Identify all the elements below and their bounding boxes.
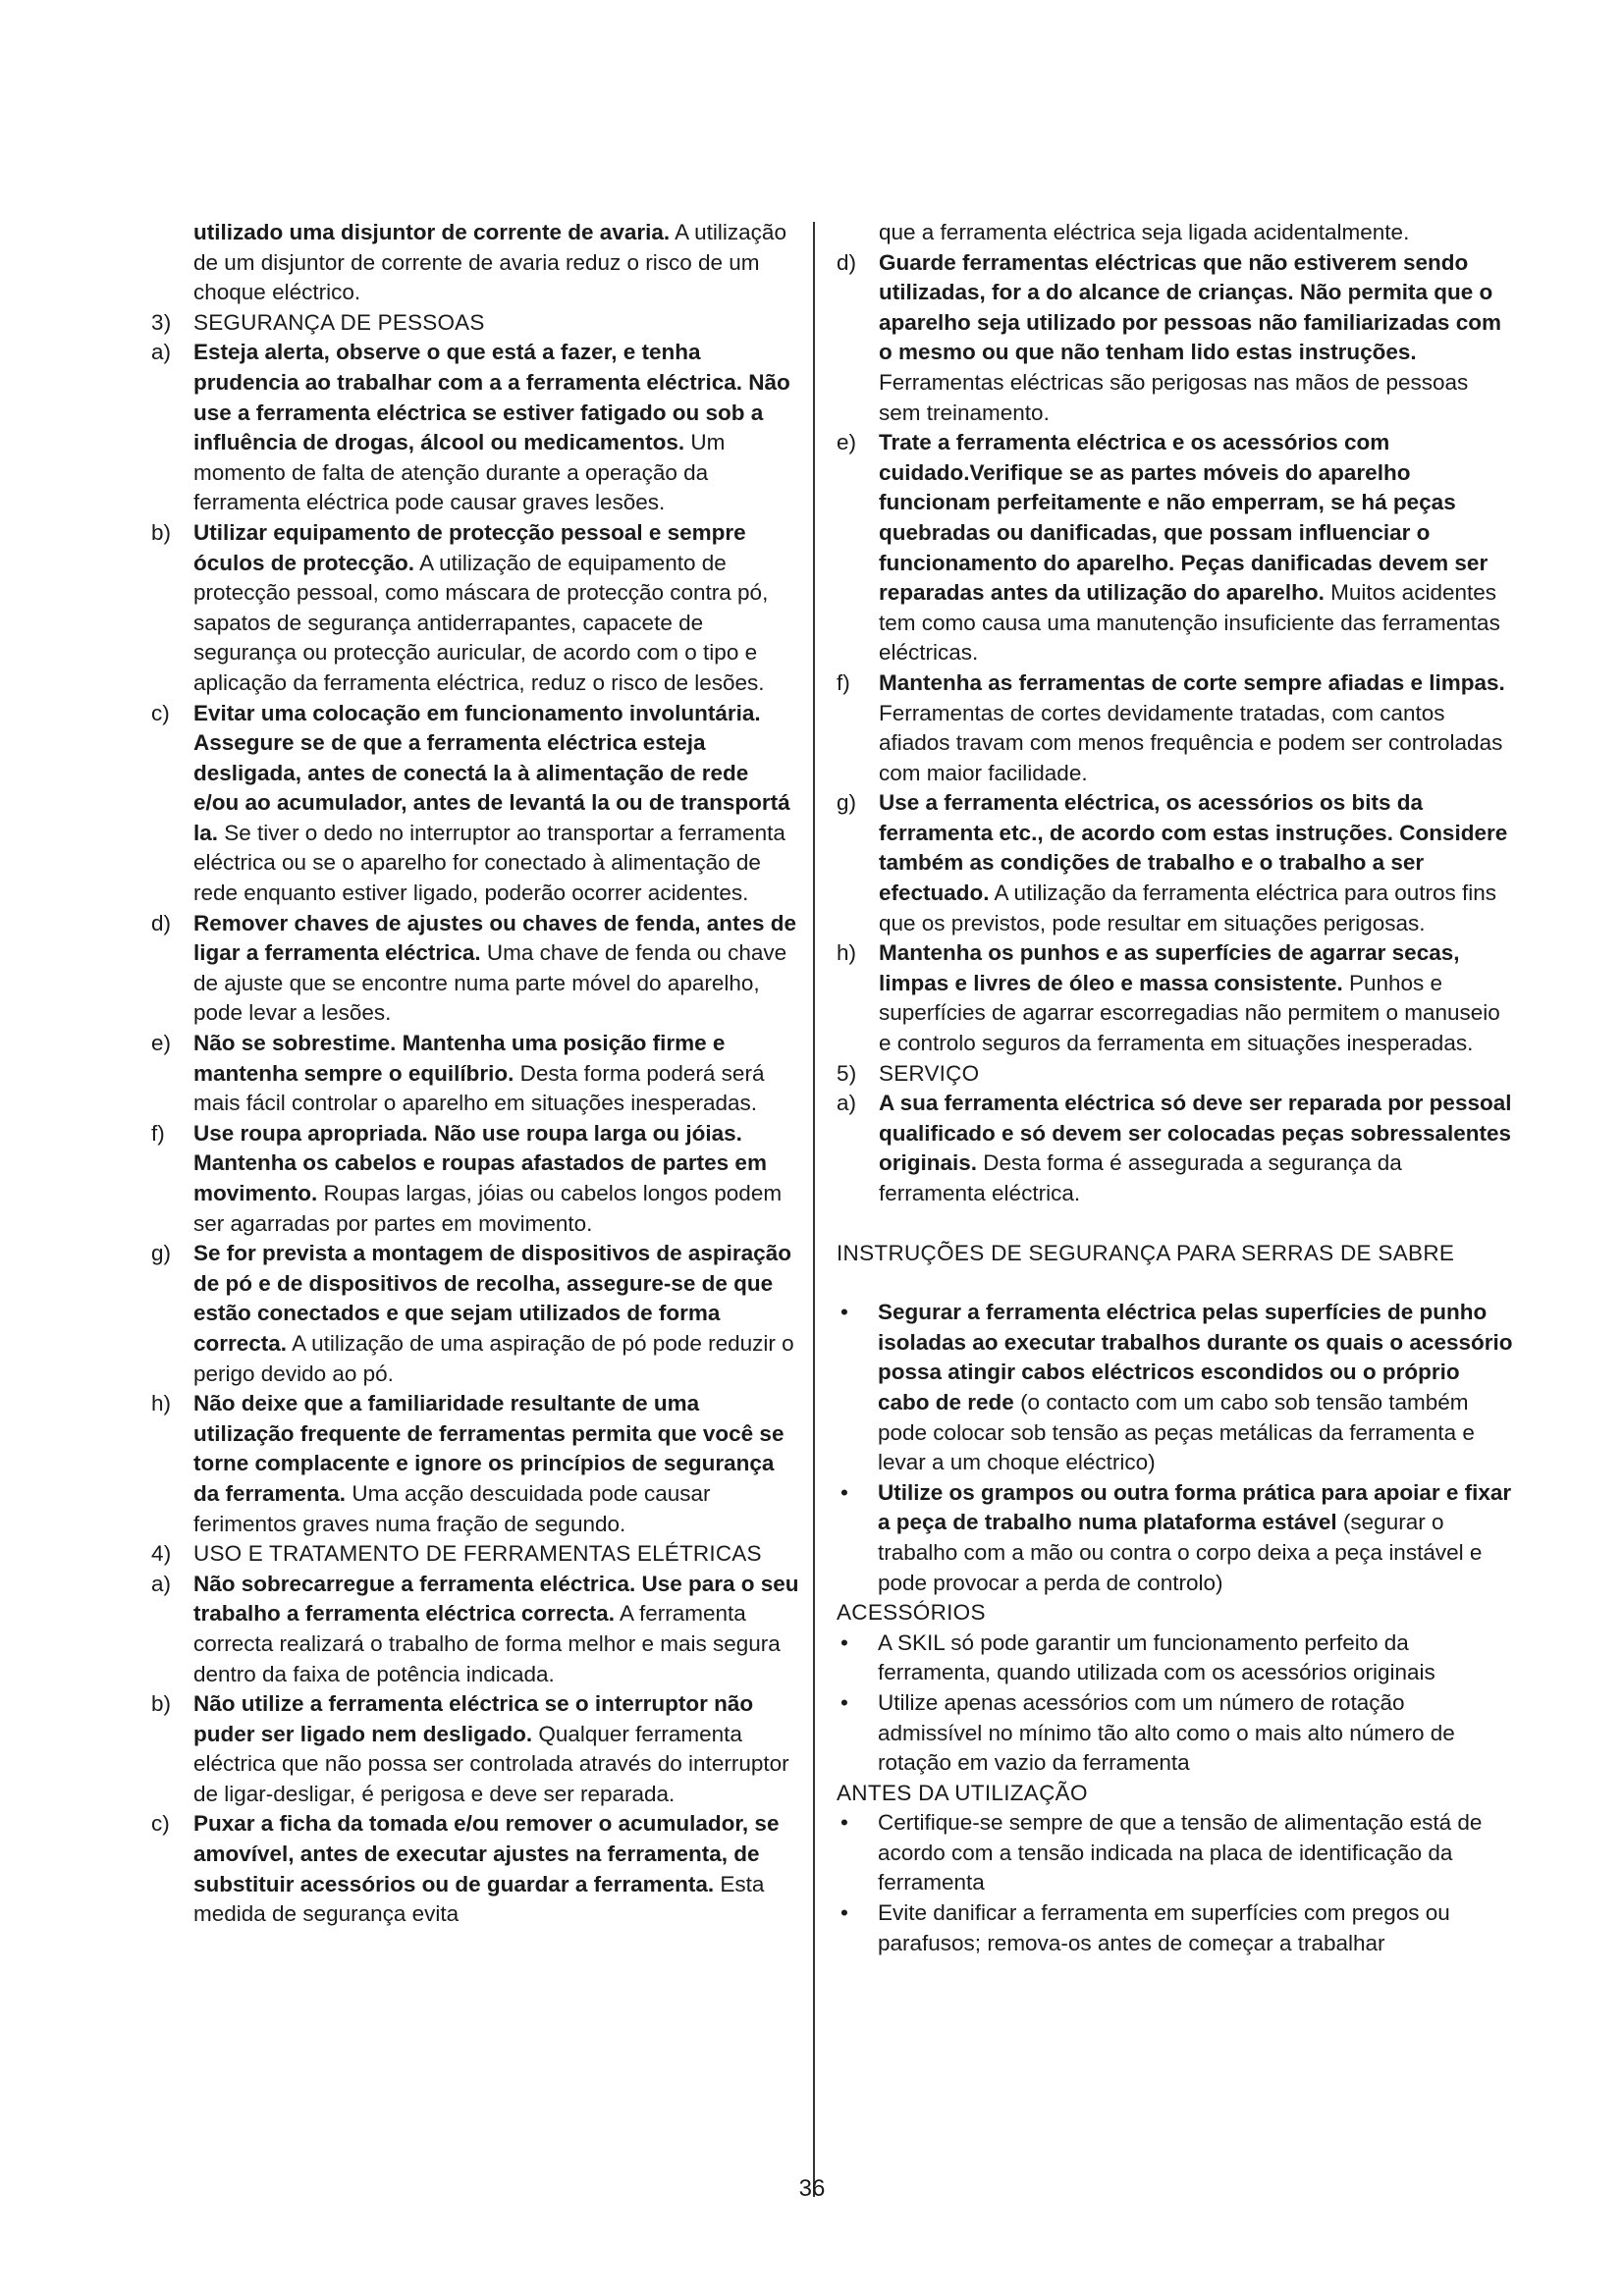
intro-paragraph: utilizado uma disjuntor de corrente de avaria. A utilização de um disjuntor de corrente de avaria reduz o risco de um choque eléctrico. xyxy=(193,220,786,305)
accessories-item: • Utilize apenas acessórios com um número de rotação admissível no mínimo tão alto como o mais alto número de rotação em vazio da ferramenta xyxy=(840,1689,1455,1776)
item-4e: e) Trate a ferramenta eléctrica e os acessórios com cuidado.Verifique se as partes móveis do aparelho funcionam perfeitamente e não emperram, se há peças quebradas ou danificadas, que possam influenciar o funcionamento do aparelho. Peças danificadas devem ser reparadas antes da utilização do aparelho. Muitos acidentes tem como causa uma manutenção insuficiente das ferramentas eléctricas. xyxy=(837,430,1500,666)
item-3b: b) Utilizar equipamento de protecção pessoal e sempre óculos de protecção. A utilização de equipamento de protecção pessoal, como máscara de protecção contra pó, sapatos de segurança antiderrapantes, capacete de segurança ou protecção auricular, de acordo com o tipo e aplicação da ferramenta eléctrica, reduz o risco de lesões. xyxy=(151,519,769,695)
item-4d: d) Guarde ferramentas eléctricas que não estiverem sendo utilizadas, for a do alcance de crianças. Não permita que o aparelho seja utilizado por pessoas não familiarizadas com o mesmo ou que não tenham lido estas instruções. Ferramentas eléctricas são perigosas nas mãos de pessoas sem treinamento. xyxy=(837,249,1501,425)
item-4h: h) Mantenha os punhos e as superfícies de agarrar secas, limpas e livres de óleo e massa consistente. Punhos e superfícies de agarrar escorregadias não permitem o manuseio e controlo seguros da ferramenta em situações inesperadas. xyxy=(837,940,1500,1056)
item-4c: c) Puxar a ficha da tomada e/ou remover o acumulador, se amovível, antes de executar ajustes na ferramenta, de substituir acessórios ou de guardar a ferramenta. Esta medida de segurança evita xyxy=(151,1811,780,1927)
accessories-title: ACESSÓRIOS xyxy=(837,1600,986,1626)
item-3g: g) Se for prevista a montagem de dispositivos de aspiração de pó e de dispositivos de recolha, assegure-se de que estão conectados e que sejam utilizados de forma correcta. A utilização de uma aspiração de pó pode reduzir o perigo devido ao pó. xyxy=(151,1241,794,1386)
saber-saw-safety-title: INSTRUÇÕES DE SEGURANÇA PARA SERRAS DE SABRE xyxy=(837,1240,1455,1265)
page-number: 36 xyxy=(798,2175,826,2202)
before-use-item: • Certifique-se sempre de que a tensão de alimentação está de acordo com a tensão indicada na placa de identificação da ferramenta xyxy=(840,1810,1483,1896)
item-3c: c) Evitar uma colocação em funcionamento involuntária. Assegure se de que a ferramenta eléctrica esteja desligada, antes de conectá la à alimentação de rede e/ou ao acumulador, antes de levantá la ou de transportá la. Se tiver o dedo no interruptor ao transportar a ferramenta eléctrica ou se o aparelho for conectado à alimentação de rede enquanto estiver ligado, poderão ocorrer acidentes. xyxy=(151,700,790,906)
left-column xyxy=(151,218,799,1930)
item-3d: d) Remover chaves de ajustes ou chaves de fenda, antes de ligar a ferramenta eléctrica. Uma chave de fenda ou chave de ajuste que se encontre numa parte móvel do aparelho, pode levar a lesões. xyxy=(151,910,797,1026)
item-4f: f) Mantenha as ferramentas de corte sempre afiadas e limpas. Ferramentas de cortes devidamente tratadas, com cantos afiados travam com menos frequência e podem ser controladas com maior facilidade. xyxy=(837,669,1505,785)
before-use-item: • Evite danificar a ferramenta em superfícies com pregos ou parafusos; remova-os antes de começar a trabalhar xyxy=(840,1900,1450,1955)
continuation-paragraph: que a ferramenta eléctrica seja ligada acidentalmente. xyxy=(879,220,1410,244)
accessories-item: • A SKIL só pode garantir um funcionamento perfeito da ferramenta, quando utilizada com os acessórios originais xyxy=(840,1629,1435,1685)
column-divider xyxy=(813,222,815,2197)
item-4b: b) Não utilize a ferramenta eléctrica se o interruptor não puder ser ligado nem desligado. Qualquer ferramenta eléctrica que não possa ser controlada através do interruptor de ligar-desligar, é perigosa e deve ser reparada. xyxy=(151,1691,789,1806)
saw-safety-item: • Segurar a ferramenta eléctrica pelas superfícies de punho isoladas ao executar trabalhos durante os quais o acessório possa atingir cabos eléctricos escondidos ou o próprio cabo de rede (o contacto com um cabo sob tensão também pode colocar sob tensão as peças metálicas da ferramenta e levar a um choque eléctrico) xyxy=(840,1300,1513,1475)
right-column xyxy=(837,218,1514,1958)
item-3e: e) Não se sobrestime. Mantenha uma posição firme e mantenha sempre o equilíbrio. Desta forma poderá será mais fácil controlar o aparelho em situações inesperadas. xyxy=(151,1031,765,1116)
saw-safety-item: • Utilize os grampos ou outra forma prática para apoiar e fixar a peça de trabalho numa plataforma estável (segurar o trabalho com a mão ou contra o corpo deixa a peça instável e pode provocar a perda de controlo) xyxy=(840,1479,1512,1595)
item-4a: a) Não sobrecarregue a ferramenta eléctrica. Use para o seu trabalho a ferramenta eléctrica correcta. A ferramenta correcta realizará o trabalho de forma melhor e mais segura dentro da faixa de potência indicada. xyxy=(151,1571,799,1686)
section-4-heading: 4) USO E TRATAMENTO DE FERRAMENTAS ELÉTRICAS xyxy=(151,1541,762,1567)
item-3h: h) Não deixe que a familiaridade resultante de uma utilização frequente de ferramentas permita que você se torne complacente e ignore os princípios de segurança da ferramenta. Uma acção descuidada pode causar ferimentos graves numa fração de segundo. xyxy=(151,1391,785,1536)
before-use-title: ANTES DA UTILIZAÇÃO xyxy=(837,1780,1088,1805)
item-4g: g) Use a ferramenta eléctrica, os acessórios os bits da ferramenta etc., de acordo com estas instruções. Considere também as condições de trabalho e o trabalho a ser efectuado. A utilização da ferramenta eléctrica para outros fins que os previstos, pode resultar em situações perigosas. xyxy=(837,790,1508,935)
item-5a: a) A sua ferramenta eléctrica só deve ser reparada por pessoal qualificado e só devem ser colocadas peças sobressalentes originais. Desta forma é assegurada a segurança da ferramenta eléctrica. xyxy=(837,1091,1512,1205)
section-5-heading: 5) SERVIÇO xyxy=(837,1060,980,1086)
item-3a: a) Esteja alerta, observe o que está a fazer, e tenha prudencia ao trabalhar com a a ferramenta eléctrica. Não use a ferramenta eléctrica se estiver fatigado ou sob a influência de drogas, álcool ou medicamentos. Um momento de falta de atenção durante a operação da ferramenta eléctrica pode causar graves lesões. xyxy=(151,340,790,515)
section-3-heading: 3) SEGURANÇA DE PESSOAS xyxy=(151,309,485,335)
item-3f: f) Use roupa apropriada. Não use roupa larga ou jóias. Mantenha os cabelos e roupas afastados de partes em movimento. Roupas largas, jóias ou cabelos longos podem ser agarradas por partes em movimento. xyxy=(151,1120,783,1236)
